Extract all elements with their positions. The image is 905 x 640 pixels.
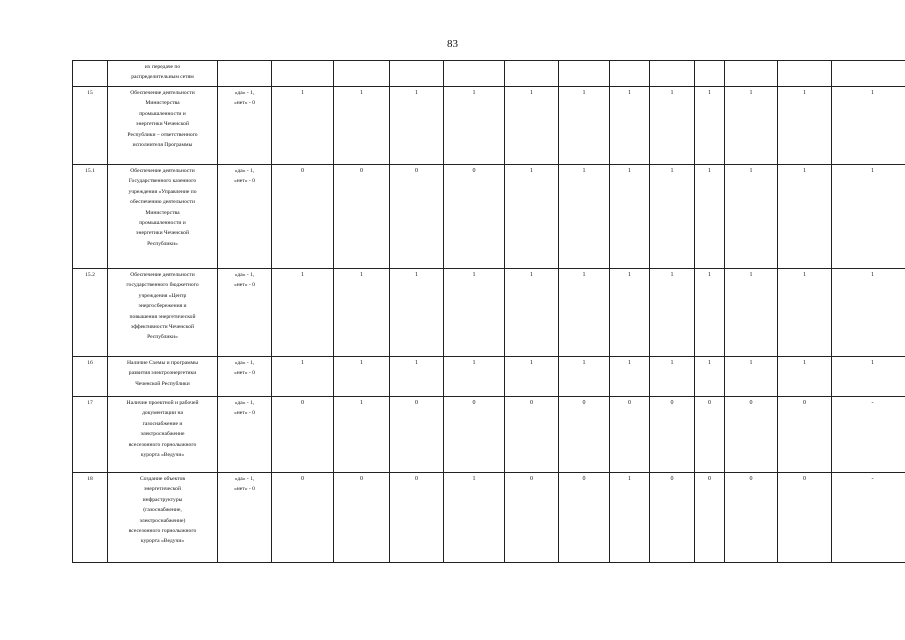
table-row — [73, 473, 905, 563]
value-cell — [650, 61, 695, 87]
indicator-description: Обеспечение деятельности Государственного казенного учреждения «Управление по обеспечению деятельности Министерства промышленности и энергетики Чеченской Республики» — [108, 165, 218, 269]
row-number: 15 — [73, 87, 108, 165]
value-cell: 0 — [559, 397, 610, 473]
value-cell: 1 — [832, 269, 905, 357]
value-cell — [695, 61, 725, 87]
value-cell: 1 — [390, 87, 444, 165]
value-cell: 1 — [725, 357, 778, 397]
value-cell: 1 — [778, 165, 832, 269]
table-row — [73, 357, 905, 397]
unit-cell: «да» - 1, «нет» - 0 — [218, 269, 272, 357]
value-cell — [725, 61, 778, 87]
value-cell: 0 — [650, 473, 695, 563]
row-number — [73, 61, 108, 87]
indicator-description: Обеспечение деятельности Министерства промышленности и энергетики Чеченской Республики – ответственного исполнителя Программы — [108, 87, 218, 165]
value-cell: 0 — [334, 473, 390, 563]
indicator-description: Обеспечение деятельности государственного бюджетного учреждения «Центр энергосбережения и повышения энергетической эффективности Чеченской Республики» — [108, 269, 218, 357]
indicators-table — [72, 60, 905, 563]
value-cell: 1 — [505, 357, 559, 397]
value-cell: 0 — [650, 397, 695, 473]
value-cell: - — [832, 397, 905, 473]
value-cell: 0 — [505, 397, 559, 473]
value-cell: 1 — [559, 269, 610, 357]
indicator-description: Создание объектов энергетической инфраструктуры (газоснабжение, электроснабжение) всесезонного горнолыжного курорта «Ведучи» — [108, 473, 218, 563]
value-cell: 0 — [778, 397, 832, 473]
value-cell — [610, 61, 650, 87]
unit-cell: «да» - 1, «нет» - 0 — [218, 165, 272, 269]
table-row — [73, 61, 905, 87]
value-cell — [778, 61, 832, 87]
value-cell: 0 — [695, 473, 725, 563]
value-cell: 1 — [334, 269, 390, 357]
row-number: 18 — [73, 473, 108, 563]
row-number: 16 — [73, 357, 108, 397]
value-cell: 1 — [505, 87, 559, 165]
value-cell: 0 — [390, 473, 444, 563]
row-number: 15.1 — [73, 165, 108, 269]
value-cell: 1 — [725, 165, 778, 269]
value-cell: 1 — [444, 473, 505, 563]
value-cell — [444, 61, 505, 87]
value-cell: 1 — [334, 397, 390, 473]
value-cell: 1 — [695, 165, 725, 269]
value-cell: 0 — [695, 397, 725, 473]
value-cell: 1 — [505, 269, 559, 357]
value-cell: 0 — [725, 397, 778, 473]
table-row — [73, 87, 905, 165]
value-cell: 0 — [272, 397, 334, 473]
value-cell: 1 — [505, 165, 559, 269]
value-cell — [559, 61, 610, 87]
value-cell: 0 — [272, 473, 334, 563]
value-cell: 1 — [610, 165, 650, 269]
table-row — [73, 165, 905, 269]
value-cell: 1 — [559, 165, 610, 269]
value-cell: 1 — [832, 87, 905, 165]
value-cell: 1 — [650, 357, 695, 397]
value-cell: 1 — [272, 357, 334, 397]
value-cell: 1 — [444, 357, 505, 397]
value-cell — [334, 61, 390, 87]
value-cell: 0 — [505, 473, 559, 563]
unit-cell: «да» - 1, «нет» - 0 — [218, 357, 272, 397]
value-cell: 1 — [559, 357, 610, 397]
value-cell: 1 — [650, 269, 695, 357]
value-cell: 0 — [390, 165, 444, 269]
value-cell: 1 — [610, 473, 650, 563]
page-number: 83 — [447, 38, 458, 50]
value-cell: 1 — [610, 269, 650, 357]
value-cell: 1 — [695, 357, 725, 397]
unit-cell: «да» - 1, «нет» - 0 — [218, 87, 272, 165]
value-cell: 1 — [390, 269, 444, 357]
value-cell: 1 — [272, 87, 334, 165]
value-cell: 1 — [778, 269, 832, 357]
value-cell — [390, 61, 444, 87]
unit-cell: «да» - 1, «нет» - 0 — [218, 473, 272, 563]
value-cell: 0 — [272, 165, 334, 269]
value-cell: 0 — [334, 165, 390, 269]
value-cell: 1 — [610, 357, 650, 397]
unit-cell — [218, 61, 272, 87]
value-cell — [832, 61, 905, 87]
value-cell: 0 — [610, 397, 650, 473]
value-cell: 1 — [695, 269, 725, 357]
value-cell: 1 — [832, 165, 905, 269]
value-cell: 1 — [778, 87, 832, 165]
value-cell: - — [832, 473, 905, 563]
table-row — [73, 269, 905, 357]
value-cell: 1 — [650, 165, 695, 269]
value-cell: 1 — [559, 87, 610, 165]
value-cell: 1 — [610, 87, 650, 165]
value-cell: 1 — [650, 87, 695, 165]
value-cell — [505, 61, 559, 87]
value-cell: 1 — [725, 269, 778, 357]
row-number: 15.2 — [73, 269, 108, 357]
table-row — [73, 397, 905, 473]
value-cell: 0 — [559, 473, 610, 563]
value-cell: 1 — [695, 87, 725, 165]
value-cell: 1 — [832, 357, 905, 397]
indicator-description: их передаче по распределительным сетям — [108, 61, 218, 87]
indicator-description: Наличие Схемы и программы развития электроэнергетики Чеченской Республики — [108, 357, 218, 397]
value-cell: 0 — [444, 165, 505, 269]
indicator-description: Наличие проектной и рабочей документации на газоснабжение и электроснабжение всесезонного горнолыжного курорта «Ведучи» — [108, 397, 218, 473]
value-cell: 0 — [725, 473, 778, 563]
value-cell: 1 — [334, 357, 390, 397]
unit-cell: «да» - 1, «нет» - 0 — [218, 397, 272, 473]
value-cell: 1 — [778, 357, 832, 397]
value-cell: 1 — [334, 87, 390, 165]
value-cell: 1 — [390, 357, 444, 397]
value-cell: 0 — [444, 397, 505, 473]
value-cell: 1 — [444, 269, 505, 357]
row-number: 17 — [73, 397, 108, 473]
value-cell: 0 — [390, 397, 444, 473]
value-cell — [272, 61, 334, 87]
value-cell: 1 — [444, 87, 505, 165]
value-cell: 1 — [272, 269, 334, 357]
value-cell: 1 — [725, 87, 778, 165]
value-cell: 0 — [778, 473, 832, 563]
